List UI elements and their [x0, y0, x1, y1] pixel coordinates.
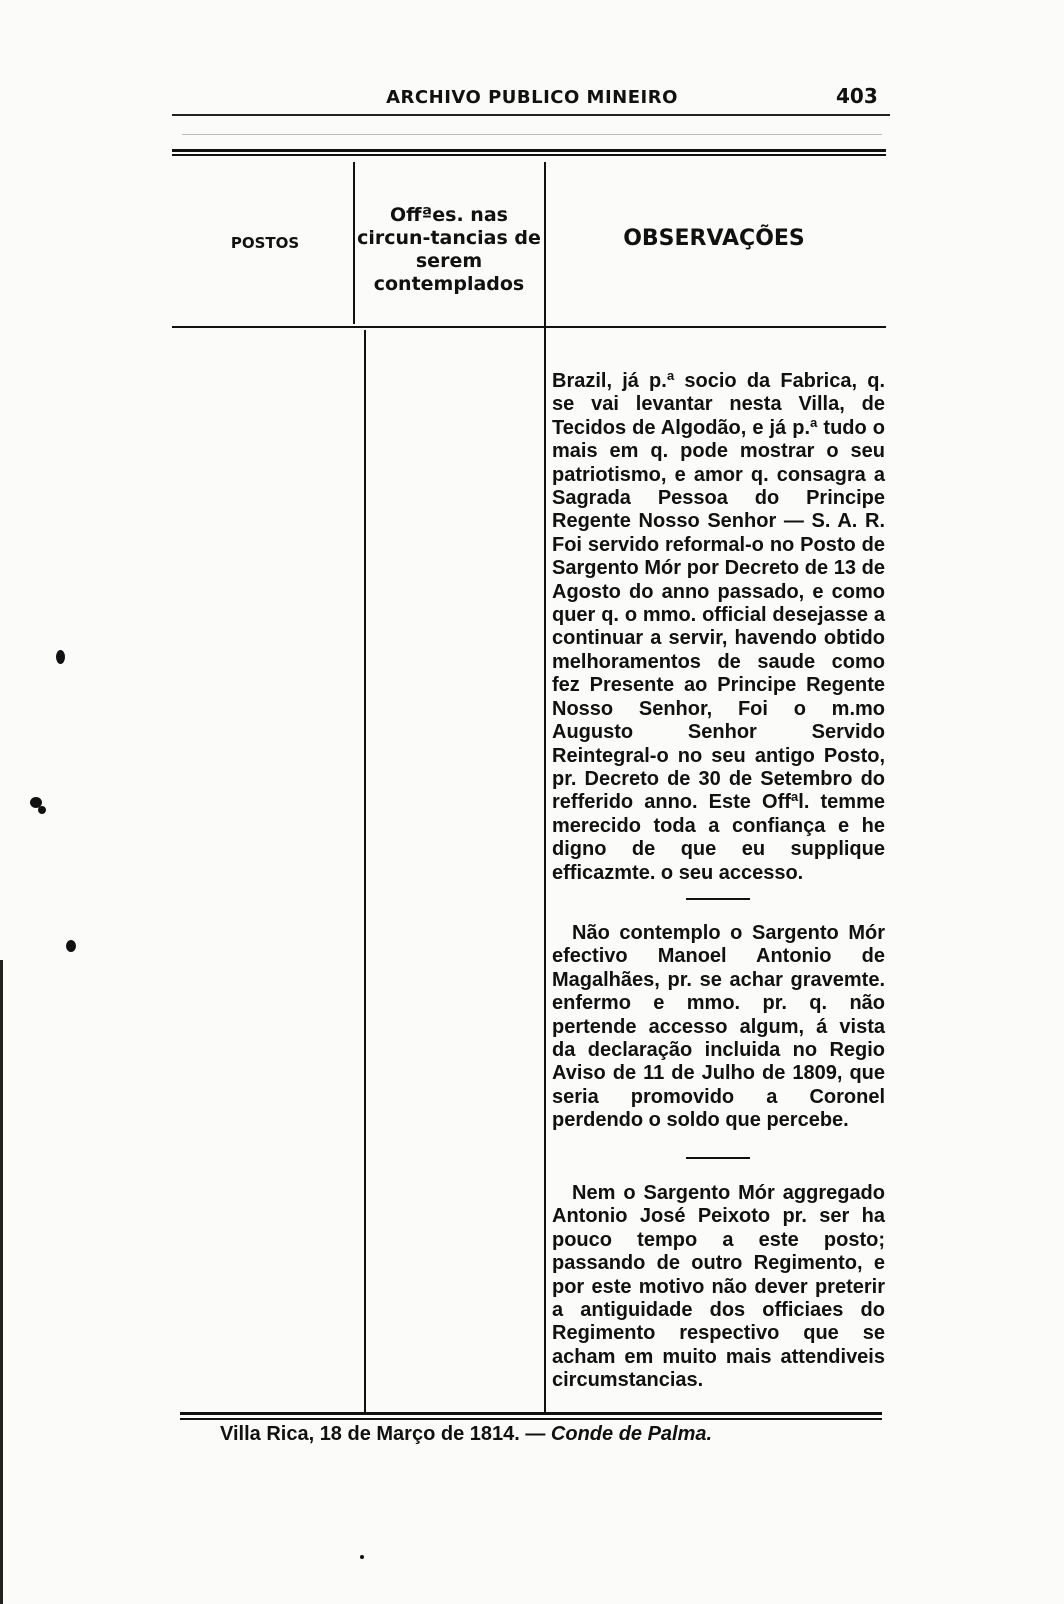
scan-speck	[360, 1555, 364, 1559]
column-divider-postos-body	[364, 330, 366, 1412]
running-title: ARCHIVO PUBLICO MINEIRO	[386, 87, 678, 108]
header-rule-faint	[182, 134, 882, 135]
column-header-observacoes: OBSERVAÇÕES	[623, 226, 805, 251]
scan-speck	[66, 940, 76, 952]
observation-paragraph: Não contemplo o Sargento Mór efectivo Manoel Antonio de Magalhães, pr. se achar gravemte. enfermo e mmo. pr. q. não pertende accesso algum, á vista da declaração incluida no Regio Aviso de 11 de Julho de 1809, que seria promovido a Coronel perdendo o soldo que percebe.	[552, 922, 885, 1132]
page-number: 403	[836, 84, 878, 108]
place-date: Villa Rica, 18 de Março de 1814. —	[220, 1423, 546, 1445]
observation-paragraph: Nem o Sargento Mór aggregado Antonio José Peixoto pr. ser ha pouco tempo a este posto; passando de outro Regimento, e por este motivo não dever preterir a antiguidade dos officiaes do Regimento respectivo que se acham em muito mais attendiveis circumstancias.	[552, 1182, 885, 1392]
signature-line	[220, 1423, 712, 1446]
signatory: Conde de Palma.	[550, 1423, 713, 1445]
column-divider-observacoes	[544, 162, 546, 1412]
paragraph-divider	[686, 1157, 750, 1159]
scan-speck	[38, 806, 46, 814]
column-header-postos: POSTOS	[230, 234, 300, 252]
paragraph-divider	[686, 898, 750, 900]
column-divider-postos	[353, 162, 355, 324]
table-header-rule	[172, 326, 886, 328]
column-header-offiaes: Offªes. nas circun-tancias de serem contemplados	[357, 204, 541, 295]
scan-speck	[56, 650, 65, 664]
observation-paragraph: Brazil, já p.ª socio da Fabrica, q. se vai levantar nesta Villa, de Tecidos de Algodão, e já p.ª tudo o mais em q. pode mostrar o seu patriotismo, e amor q. consagra a Sagrada Pessoa do Principe Regente Nosso Senhor — S. A. R. Foi servido reformal-o no Posto de Sargento Mór por Decreto de 13 de Agosto do anno passado, e como quer q. o mmo. official desejasse a continuar a servir, havendo obtido melhoramentos de saude como fez Presente ao Principe Regente Nosso Senhor, Foi o m.mo Augusto Senhor Servido Reintegral-o no seu antigo Posto, pr. Decreto de 30 de Setembro do refferido anno. Este Offªl. temme merecido toda a confiança e he digno de que eu supplique efficazmte. o seu accesso.	[552, 370, 885, 884]
scan-edge	[0, 960, 3, 1604]
table-top-rule	[172, 149, 886, 156]
table-bottom-rule	[180, 1412, 882, 1420]
header-rule	[172, 114, 890, 116]
